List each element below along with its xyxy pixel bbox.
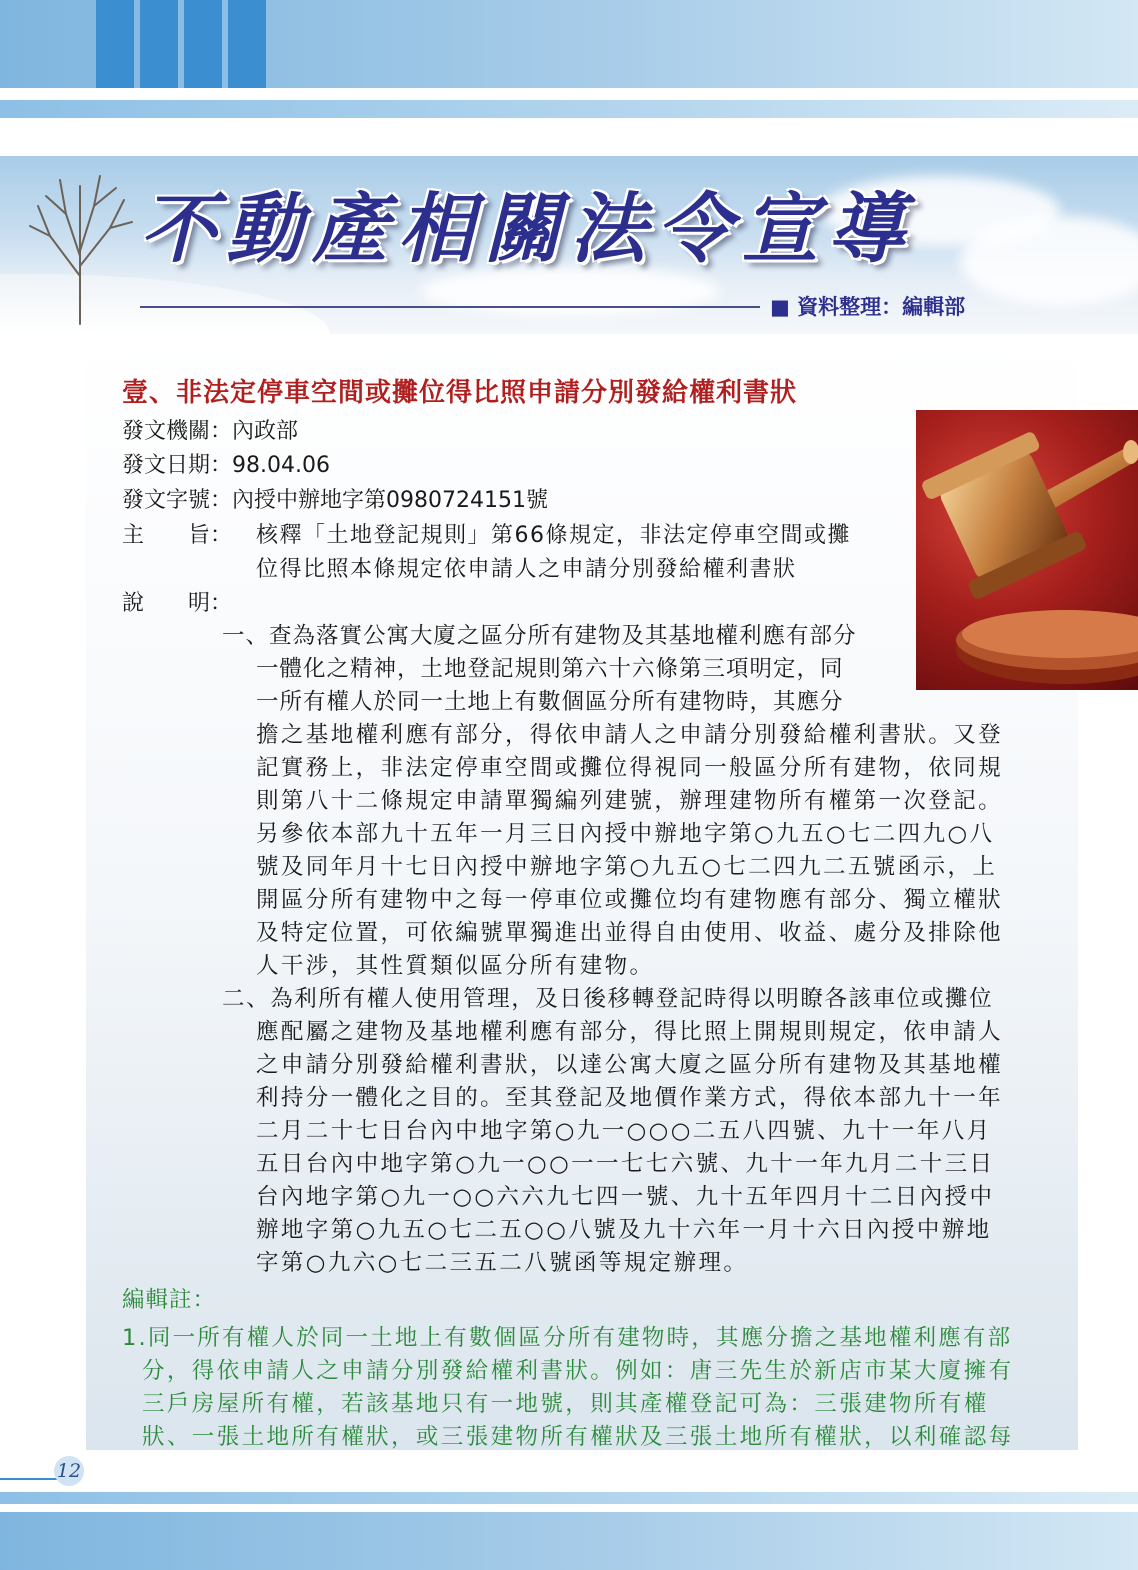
item-line: 一、查為落實公寓大廈之區分所有建物及其基地權利應有部分 [222, 623, 857, 649]
document-number: 發文字號：內授中辦地字第0980724151號 [122, 488, 548, 513]
item-line: 人干涉，其性質類似區分所有建物。 [256, 953, 655, 979]
editor-note-line: 1.同一所有權人於同一土地上有數個區分所有建物時，其應分擔之基地權利應有部 [122, 1325, 1013, 1351]
footer-band [0, 1512, 1138, 1570]
editor-note-line: 分，得依申請人之申請分別發給權利書狀。例如：唐三先生於新店市某大廈擁有 [142, 1358, 1014, 1384]
item-line: 號及同年月十七日內授中辦地字第○九五○七二四九二五號函示，上 [256, 854, 998, 880]
item-line: 擔之基地權利應有部分，得依申請人之申請分別發給權利書狀。又登 [256, 722, 1004, 748]
subject-label: 主 旨： [122, 523, 233, 548]
subject-line: 位得比照本條規定依申請人之申請分別發給權利書狀 [256, 557, 797, 582]
page-number: 12 [54, 1456, 84, 1486]
page-title: 不動產相關法令宣導 [140, 184, 914, 273]
title-rule [140, 306, 760, 308]
subject-line: 核釋「土地登記規則」第66條規定，非法定停車空間或攤 [256, 523, 851, 548]
item-line: 字第○九六○七二三五二八號函等規定辦理。 [256, 1250, 749, 1276]
cloud [960, 216, 1138, 306]
item-line: 二、為利所有權人使用管理，及日後移轉登記時得以明瞭各該車位或攤位 [222, 986, 994, 1012]
item-line: 辦地字第○九五○七二五○○八號及九十六年一月十六日內授中辦地 [256, 1217, 992, 1243]
header-block [96, 0, 134, 88]
title-banner [0, 156, 1138, 334]
editor-note-label: 編輯註： [122, 1287, 217, 1313]
item-line: 開區分所有建物中之每一停車位或攤位均有建物應有部分、獨立權狀 [256, 887, 1004, 913]
item-line: 之申請分別發給權利書狀，以達公寓大廈之區分所有建物及其基地權 [256, 1052, 1004, 1078]
issuing-agency: 發文機關：內政部 [122, 419, 299, 444]
item-line: 及特定位置，可依編號單獨進出並得自由使用、收益、處分及排除他 [256, 920, 1004, 946]
item-line: 利持分一體化之目的。至其登記及地價作業方式，得依本部九十一年 [256, 1085, 1004, 1111]
gavel-photo [916, 410, 1138, 690]
item-line: 台內地字第○九一○○六六九七四一號、九十五年四月十二日內授中 [256, 1184, 995, 1210]
editor-note-line: 三戶房屋所有權，若該基地只有一地號，則其產權登記可為：三張建物所有權 [142, 1391, 989, 1417]
issue-date: 發文日期：98.04.06 [122, 453, 330, 478]
gavel-icon [916, 410, 1138, 690]
item-line: 記實務上，非法定停車空間或攤位得視同一般區分所有建物，依同規 [256, 755, 1004, 781]
tree-icon [20, 166, 140, 326]
item-line: 另參依本部九十五年一月三日內授中辦地字第○九五○七二四九○八 [256, 821, 995, 847]
header-block [228, 0, 266, 88]
page-number-rule [0, 1478, 60, 1480]
item-line: 二月二十七日台內中地字第○九一○○○二五八四號、九十一年八月 [256, 1118, 992, 1144]
editor-note-line: 狀、一張土地所有權狀，或三張建物所有權狀及三張土地所有權狀，以利確認每 [142, 1424, 1014, 1450]
credit-line: ■ 資料整理：編輯部 [770, 295, 966, 319]
header-stripe [0, 100, 1138, 118]
header-block [140, 0, 178, 88]
item-line: 五日台內中地字第○九一○○一一七七六號、九十一年九月二十三日 [256, 1151, 995, 1177]
section-heading: 壹、非法定停車空間或攤位得比照申請分別發給權利書狀 [122, 378, 798, 408]
header-block [184, 0, 222, 88]
item-line: 則第八十二條規定申請單獨編列建號，辦理建物所有權第一次登記。 [256, 788, 1004, 814]
explanation-label: 說 明： [122, 591, 233, 616]
item-line: 應配屬之建物及基地權利應有部分，得比照上開規則規定，依申請人 [256, 1019, 1004, 1045]
item-line: 一體化之精神，土地登記規則第六十六條第三項明定，同 [256, 656, 844, 682]
footer-stripe [0, 1492, 1138, 1504]
item-line: 一所有權人於同一土地上有數個區分所有建物時，其應分 [256, 689, 844, 715]
